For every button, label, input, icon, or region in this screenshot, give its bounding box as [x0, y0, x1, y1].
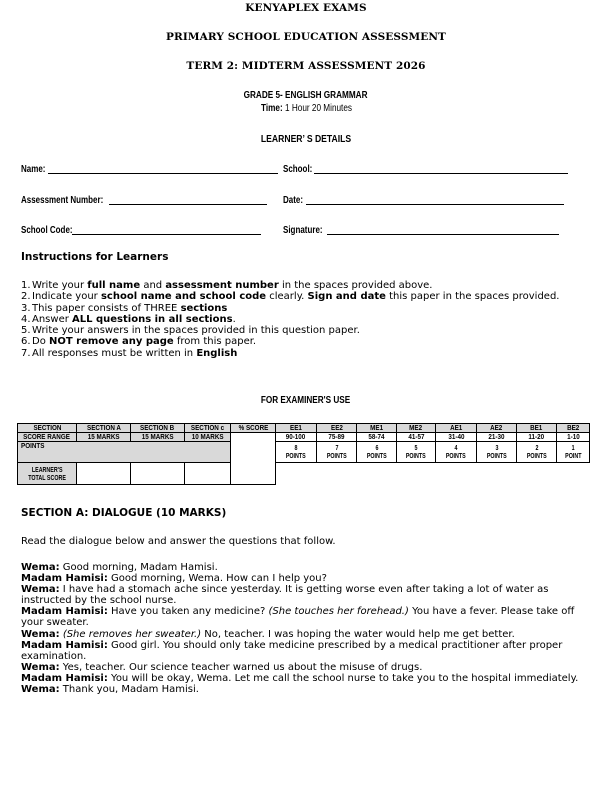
speaker-name: Madam Hamisi:: [21, 573, 108, 585]
instruction-text: English: [196, 347, 238, 359]
school-code-label: School Code:: [21, 225, 73, 236]
range-section-a: 15 MARKS: [77, 433, 131, 442]
col-header: SECTION A: [77, 424, 131, 433]
instruction-item: [21, 280, 601, 291]
section-a-instruction: Read the dialogue below and answer the questions that follow.: [21, 536, 336, 547]
range-be1: 11-20: [517, 433, 557, 442]
total-score-row: [18, 463, 590, 485]
signature-label: Signature:: [283, 225, 323, 236]
col-header: BE2: [557, 424, 590, 433]
range-ee2: 75-89: [317, 433, 357, 442]
dialogue-line: [21, 673, 593, 684]
instruction-text: All responses must be written in: [32, 347, 197, 359]
total-section-c[interactable]: [185, 463, 231, 485]
instruction-text: Answer: [32, 313, 73, 325]
col-header: AE1: [436, 424, 477, 433]
instruction-text: ALL questions in all sections: [72, 313, 233, 325]
col-header: SECTION B: [131, 424, 185, 433]
col-header: ME2: [397, 424, 436, 433]
stage-direction: (She touches her forehead.): [268, 606, 409, 618]
points-cell: 7 POINTS: [317, 442, 357, 463]
dialogue-text: Good girl. You should only take medicine prescribed by a medical practitioner after proper examination.: [21, 639, 563, 662]
instruction-item: [21, 291, 601, 302]
instruction-text: sections: [180, 302, 228, 314]
dialogue-line: [21, 584, 593, 606]
dialogue-text: Have you taken any medicine?: [107, 606, 269, 618]
assessment-number-field[interactable]: [109, 204, 267, 205]
range-ae2: 21-30: [477, 433, 517, 442]
instruction-number: 1.: [21, 280, 31, 291]
range-me1: 58-74: [357, 433, 397, 442]
points-cell: 1 POINT: [557, 442, 590, 463]
org-title: KENYAPLEX EXAMS: [245, 2, 367, 14]
points-cell: 3 POINTS: [477, 442, 517, 463]
instruction-number: 5.: [21, 325, 31, 337]
instruction-item: [21, 303, 601, 314]
score-range-row: [18, 433, 590, 442]
points-row: [18, 442, 590, 463]
dialogue-text: You have a fever. Please take off your sweater.: [21, 606, 575, 629]
stage-direction: (She removes her sweater.): [62, 628, 202, 640]
speaker-name: Wema:: [21, 584, 60, 596]
total-blank: [276, 463, 590, 485]
examiner-title: FOR EXAMINER'S USE: [261, 395, 351, 406]
instruction-number: 2.: [21, 291, 31, 303]
instruction-text: assessment number: [165, 280, 279, 291]
dialogue-line: [21, 573, 593, 584]
dialogue-line: [21, 640, 593, 662]
instruction-text: Sign and date: [307, 291, 386, 303]
dialogue-line: [21, 662, 593, 673]
date-label: Date:: [283, 195, 304, 206]
instruction-item: [21, 348, 601, 359]
dialogue-text: You will be okay, Wema. Let me call the school nurse to take you to the hospital immediately.: [107, 672, 579, 684]
points-cell: 6 POINTS: [357, 442, 397, 463]
instruction-item: [21, 336, 601, 347]
points-label: POINTS: [18, 442, 231, 463]
instruction-text: this paper in the spaces provided.: [385, 291, 560, 303]
dialogue-text: Thank you, Madam Hamisi.: [59, 684, 199, 696]
instruction-number: 3.: [21, 302, 31, 314]
dialogue-text: Yes, teacher. Our science teacher warned us about the misuse of drugs.: [59, 661, 423, 673]
school-field[interactable]: [314, 173, 568, 174]
percent-score-cell[interactable]: [231, 433, 276, 485]
learner-details-title: LEARNER’ S DETAILS: [260, 133, 352, 145]
instruction-text: This paper consists of THREE: [32, 302, 181, 314]
instruction-text: in the spaces provided above.: [278, 280, 433, 291]
speaker-name: Madam Hamisi:: [21, 672, 108, 684]
instruction-text: and: [140, 280, 166, 291]
range-me2: 41-57: [397, 433, 436, 442]
instruction-item: [21, 325, 601, 336]
speaker-name: Madam Hamisi:: [21, 639, 108, 651]
term-title: TERM 2: MIDTERM ASSESSMENT 2026: [186, 60, 426, 72]
speaker-name: Wema:: [21, 562, 60, 573]
total-score-label: LEARNER'S TOTAL SCORE: [18, 463, 77, 485]
speaker-name: Wema:: [21, 661, 60, 673]
instruction-text: Do: [32, 336, 49, 348]
points-cell: 4 POINTS: [436, 442, 477, 463]
dialogue-text: I have had a stomach ache since yesterday. It is getting worse even after taking a lot of water as instructed by the school nurse.: [21, 584, 549, 607]
range-ae1: 31-40: [436, 433, 477, 442]
dialogue-line: [21, 606, 593, 628]
instruction-text: NOT remove any page: [49, 336, 174, 348]
dialogue-text: Good morning, Wema. How can I help you?: [107, 573, 327, 585]
time-value: 1 Hour 20 Minutes: [282, 103, 352, 114]
col-header: EE1: [276, 424, 317, 433]
col-header: SECTION c: [185, 424, 231, 433]
instruction-text: Write your answers in the spaces provided in this question paper.: [32, 325, 360, 337]
instruction-number: 7.: [21, 347, 31, 359]
dialogue-line: [21, 562, 593, 573]
points-cell: 8 POINTS: [276, 442, 317, 463]
total-section-b[interactable]: [131, 463, 185, 485]
dialogue-text: No, teacher. I was hoping the water would help me get better.: [201, 628, 515, 640]
dialogue-text: Good morning, Madam Hamisi.: [59, 562, 218, 573]
school-label: School:: [283, 164, 313, 175]
assessment-number-label: Assessment Number:: [21, 195, 104, 206]
instruction-number: 4.: [21, 313, 31, 325]
dialogue: [21, 562, 593, 695]
points-cell: 2 POINTS: [517, 442, 557, 463]
col-header: EE2: [317, 424, 357, 433]
points-cell: 5 POINTS: [397, 442, 436, 463]
range-be2: 1-10: [557, 433, 590, 442]
range-section-c: 10 MARKS: [185, 433, 231, 442]
instructions-title: Instructions for Learners: [21, 251, 169, 263]
instructions-list: [21, 280, 601, 359]
instruction-number: 6.: [21, 336, 31, 348]
dialogue-line: [21, 684, 593, 695]
time-line: [0, 103, 612, 114]
range-ee1: 90-100: [276, 433, 317, 442]
examiner-table: [17, 423, 590, 485]
instruction-text: Write your: [32, 280, 88, 291]
instruction-text: full name: [87, 280, 141, 291]
col-header: % SCORE: [231, 424, 276, 433]
assessment-title: PRIMARY SCHOOL EDUCATION ASSESSMENT: [166, 31, 446, 43]
signature-field[interactable]: [327, 234, 559, 235]
range-section-b: 15 MARKS: [131, 433, 185, 442]
subject-title: GRADE 5- ENGLISH GRAMMAR: [244, 90, 368, 101]
total-section-a[interactable]: [77, 463, 131, 485]
section-a-title: SECTION A: DIALOGUE (10 MARKS): [21, 507, 227, 519]
instruction-text: Indicate your: [32, 291, 101, 303]
instruction-text: from this paper.: [173, 336, 257, 348]
speaker-name: Madam Hamisi:: [21, 606, 108, 618]
date-field[interactable]: [306, 204, 564, 205]
dialogue-line: [21, 629, 593, 640]
name-field[interactable]: [48, 173, 278, 174]
col-header: SECTION: [18, 424, 77, 433]
time-label: Time:: [260, 103, 283, 114]
instruction-text: .: [232, 313, 236, 325]
instruction-text: school name and school code: [100, 291, 267, 303]
score-range-label: SCORE RANGE: [18, 433, 77, 442]
col-header: BE1: [517, 424, 557, 433]
col-header: AE2: [477, 424, 517, 433]
speaker-name: Wema:: [21, 684, 60, 696]
instruction-text: clearly.: [266, 291, 308, 303]
school-code-field[interactable]: [72, 234, 261, 235]
instruction-item: [21, 314, 601, 325]
col-header: ME1: [357, 424, 397, 433]
name-label: Name:: [21, 164, 46, 175]
speaker-name: Wema:: [21, 628, 60, 640]
